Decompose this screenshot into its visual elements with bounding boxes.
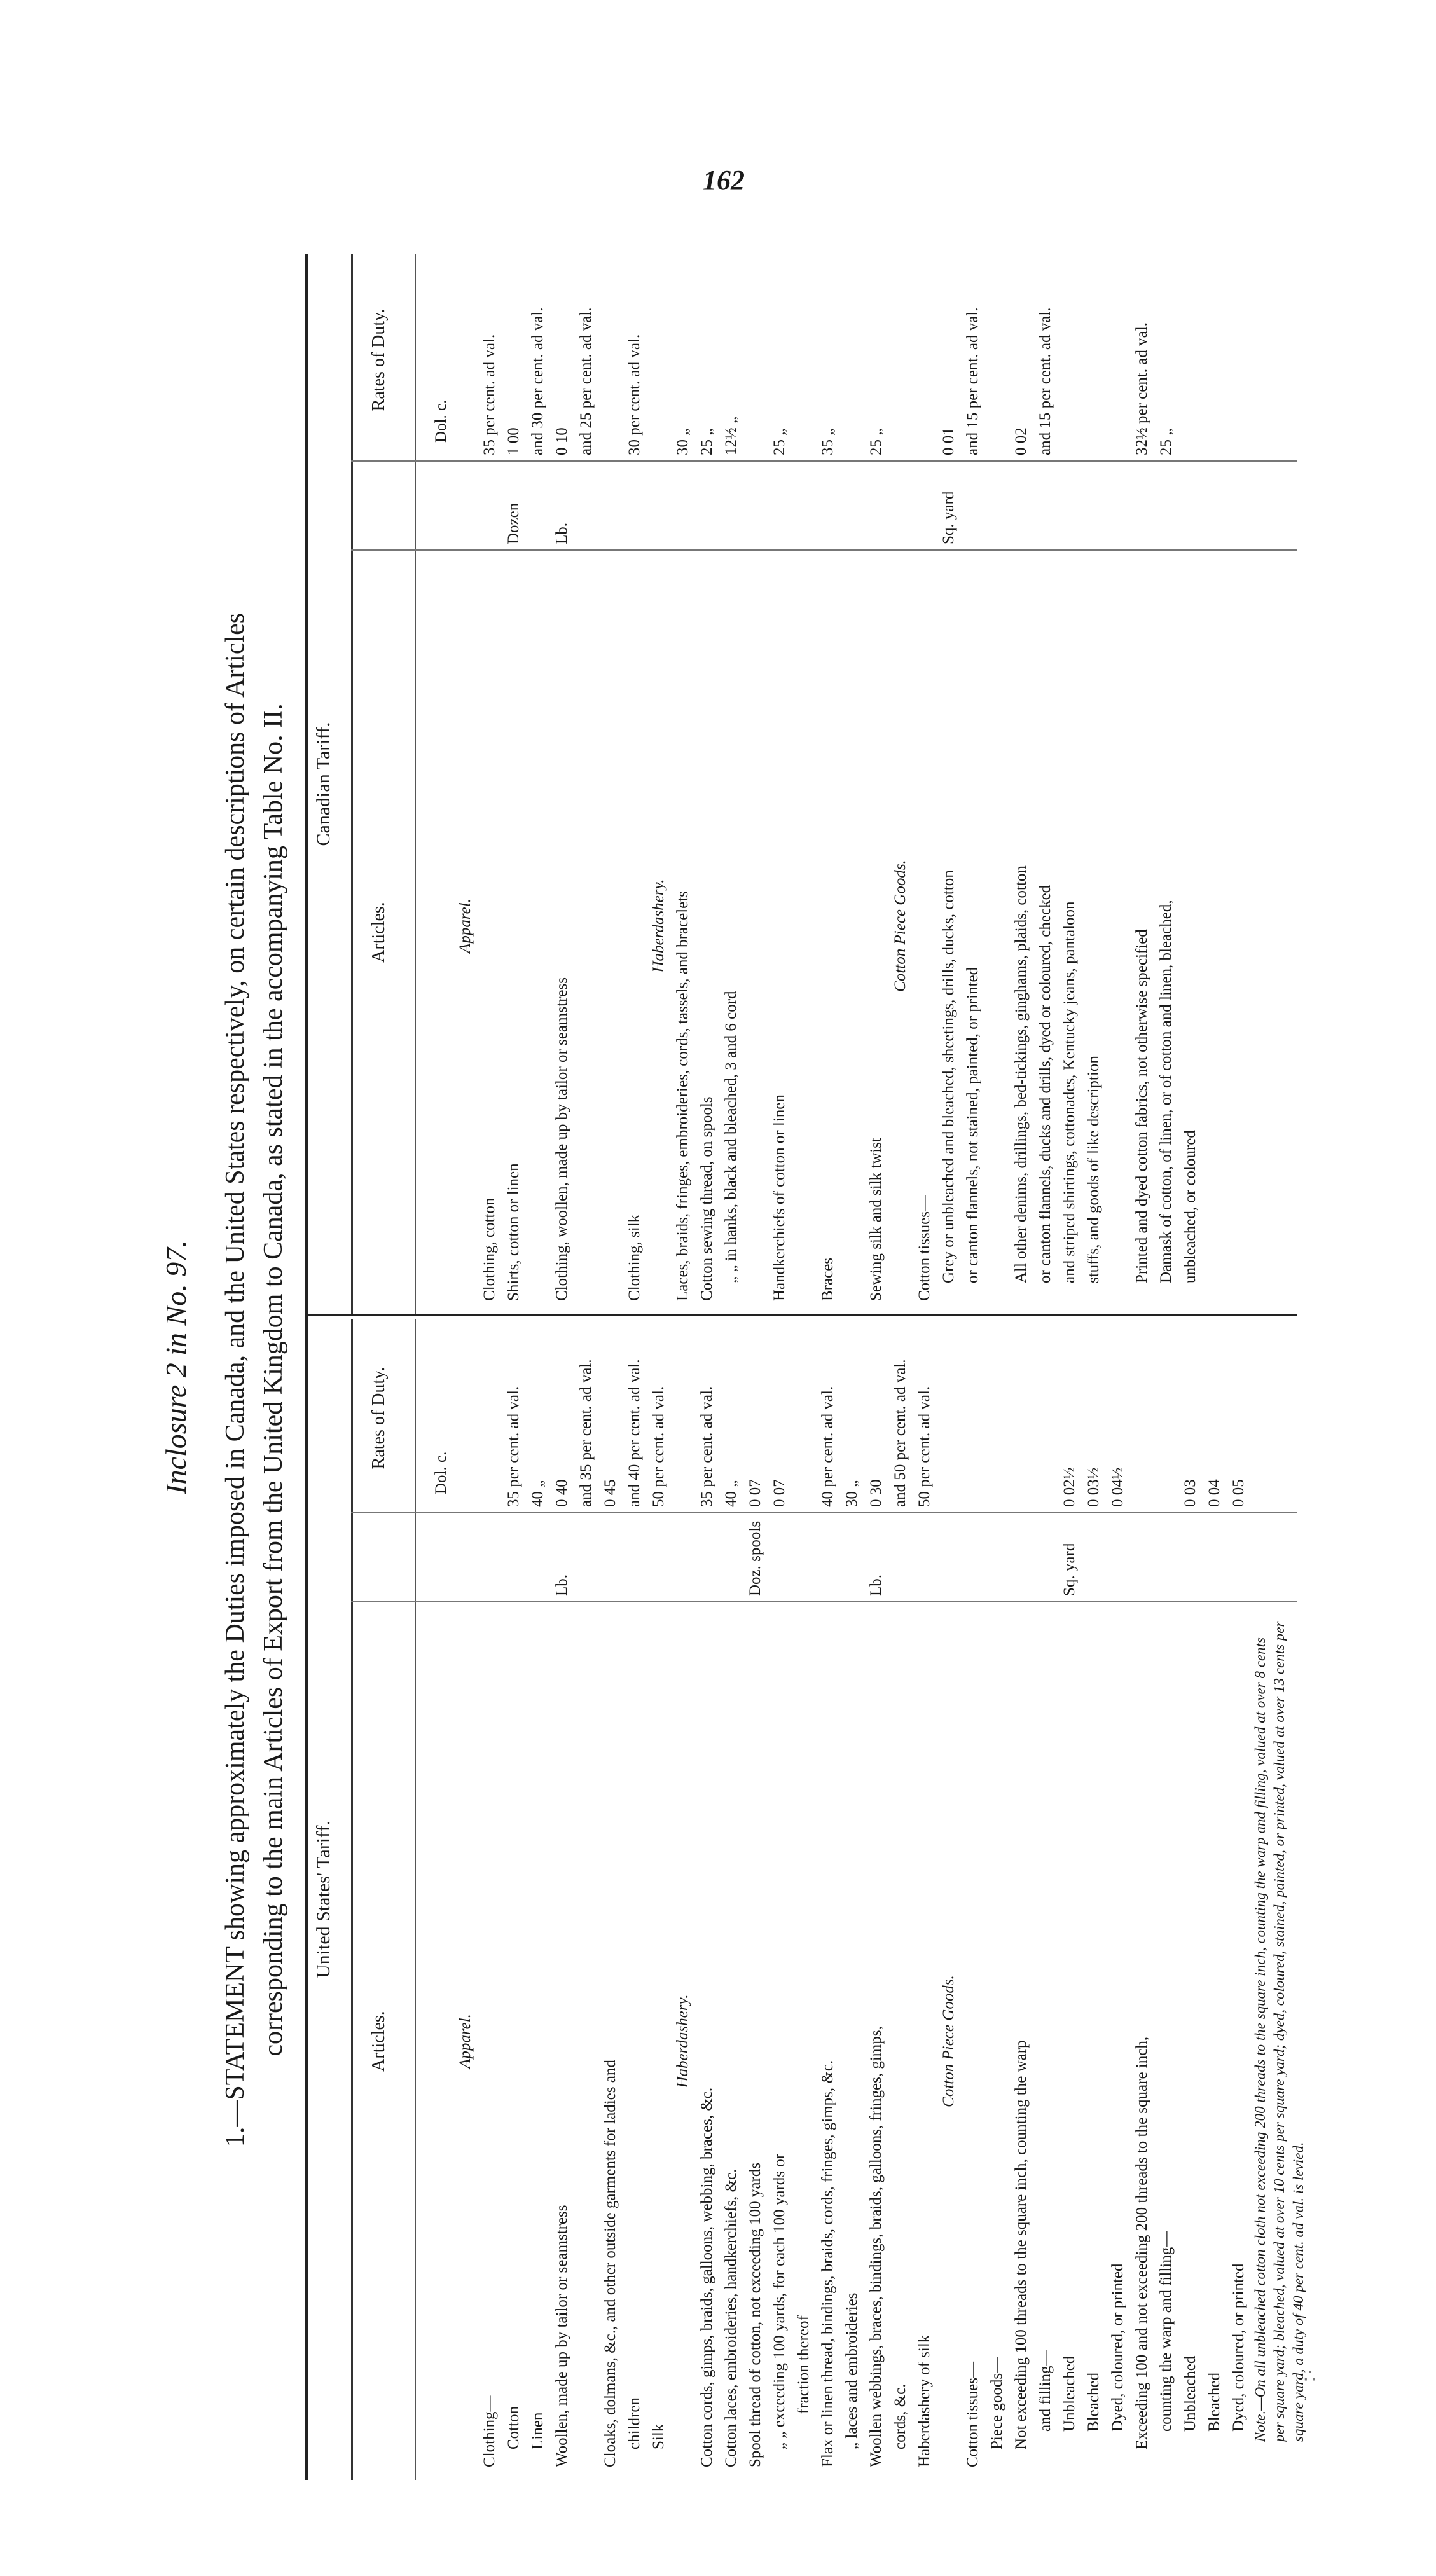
us-article-0 — [429, 1615, 453, 2467]
ca-unit-31 — [1178, 468, 1203, 544]
us-article-27: Bleached — [1085, 2372, 1102, 2432]
ca-article-5: Clothing, woollen, made up by tailor or seamstress — [553, 977, 570, 1301]
ca-unit-22 — [961, 468, 985, 544]
margin-mark: ∴ — [1304, 2366, 1316, 2387]
ca-rate-1 — [453, 265, 478, 455]
us-rate-33: 0 05 — [1230, 1479, 1247, 1507]
ca-rate-28 — [1106, 265, 1130, 455]
ca-rate-12: 12½ „ — [722, 416, 740, 455]
ca-rate-16: 35 „ — [819, 428, 836, 455]
us-rate-13: 0 07 — [747, 1479, 764, 1507]
us-unit-15 — [792, 1520, 816, 1596]
us-unit-divider — [351, 1601, 1297, 1602]
ca-article-0 — [429, 551, 453, 1301]
ca-rate-24: 0 02 — [1012, 427, 1030, 455]
ca-article-8: Clothing, silk — [626, 1214, 643, 1301]
ca-article-17 — [840, 551, 864, 1301]
ca-unit-17 — [840, 468, 864, 544]
ca-article-20: Cotton tissues— — [916, 1195, 933, 1301]
ca-rate-7 — [598, 265, 623, 455]
ca-article-19: Cotton Piece Goods. — [892, 860, 909, 992]
us-rate-divider — [351, 1512, 1297, 1513]
us-rate-31: 0 03 — [1182, 1479, 1199, 1507]
us-rate-14: 0 07 — [771, 1479, 788, 1507]
us-article-9: Silk — [650, 2423, 667, 2449]
statement-title-line-1: 1.—STATEMENT showing approximately the Duties imposed in Canada, and the United States respectively, on certain descriptions of Articles — [221, 612, 250, 2147]
ca-unit-6 — [574, 468, 598, 544]
us-rate-27: 0 03½ — [1085, 1467, 1102, 1507]
us-article-32: Bleached — [1206, 2372, 1223, 2432]
ca-rate-17 — [840, 265, 864, 455]
us-article-15: fraction thereof — [795, 2315, 812, 2414]
us-article-28: Dyed, coloured, or printed — [1109, 2263, 1126, 2432]
ca-rate-11: 25 „ — [698, 428, 715, 455]
ca-article-1: Apparel. — [457, 899, 474, 953]
us-article-23: Piece goods— — [988, 2357, 1005, 2449]
us-rate-23 — [985, 1323, 1009, 1507]
us-articles-column — [429, 1615, 1308, 2467]
ca-unit-13 — [743, 468, 768, 544]
us-article-21: Cotton Piece Goods. — [940, 1975, 957, 2107]
ca-unit-5: Lb. — [553, 522, 570, 544]
us-rate-10 — [671, 1323, 695, 1507]
ca-rate-3: 1 00 — [505, 427, 522, 455]
us-unit-29 — [1130, 1520, 1154, 1596]
us-unit-column — [429, 1520, 1251, 1596]
ca-article-14: Handkerchiefs of cotton or linen — [771, 1094, 788, 1301]
ca-article-10: Laces, braids, fringes, embroideries, cords, tassels, and bracelets — [674, 891, 691, 1301]
us-heading-rule — [351, 1319, 353, 2480]
us-unit-10 — [671, 1520, 695, 1596]
ca-rates-header: Rates of Duty. — [369, 308, 389, 411]
us-note: Note.—On all unbleached cotton cloth not exceeding 200 threads to the square inch, counting the warp and filling, valued at over 8 cents per square yard; bleached, valued at over 10 cents per square yard; dyed, coloured, stained, painted, or printed, valued at over 13 cents per square yard, a duty of 40 per cent. ad val. is levied. — [1252, 1621, 1306, 2442]
ca-rate-19 — [888, 265, 913, 455]
us-rate-19: and 50 per cent. ad val. — [892, 1359, 909, 1507]
ca-rate-27 — [1082, 265, 1106, 455]
ca-rate-4: and 30 per cent. ad val. — [529, 307, 546, 455]
ca-unit-25 — [1033, 468, 1058, 544]
canadian-tariff-heading: Canadian Tariff. — [313, 722, 334, 846]
ca-heading-rule — [351, 254, 353, 1314]
ca-unit-10 — [671, 468, 695, 544]
us-unit-33 — [1227, 1520, 1251, 1596]
ca-rate-6: and 25 per cent. ad val. — [577, 307, 595, 455]
ca-unit-column — [429, 468, 1203, 544]
ca-rate-divider — [351, 460, 1297, 462]
page-number: 162 — [703, 165, 745, 196]
ca-rate-18: 25 „ — [867, 428, 885, 455]
ca-unit-7 — [598, 468, 623, 544]
us-rate-21 — [937, 1323, 961, 1507]
us-unit-16 — [816, 1520, 840, 1596]
us-unit-6 — [574, 1520, 598, 1596]
ca-article-13 — [743, 551, 768, 1301]
ca-unit-27 — [1082, 468, 1106, 544]
us-rate-7: 0 45 — [602, 1479, 619, 1507]
us-article-18: Woollen webbings, braces, bindings, braids, galloons, fringes, gimps, — [867, 2026, 885, 2467]
ca-unit-21: Sq. yard — [940, 491, 957, 544]
us-unit-1 — [453, 1520, 478, 1596]
statement-title — [216, 305, 293, 2455]
us-unit-2 — [478, 1520, 502, 1596]
statement-title-line-2: corresponding to the main Articles of Export from the United Kingdom to Canada, as stated in the accompanying Table No. II. — [259, 703, 288, 2056]
us-rate-17: 30 „ — [843, 1480, 860, 1507]
us-article-16: Flax or linen thread, bindings, braids, cords, fringes, gimps, &c. — [819, 2060, 836, 2467]
us-article-11: Cotton cords, gimps, braids, galloons, webbing, braces, &c. — [698, 2087, 715, 2467]
ca-articles-column — [429, 551, 1203, 1301]
ca-unit-8 — [623, 468, 647, 544]
us-rate-3: 35 per cent. ad val. — [505, 1386, 522, 1507]
ca-unit-1 — [453, 468, 478, 544]
ca-rate-29: 32½ per cent. ad val. — [1133, 322, 1150, 455]
us-article-3: Cotton — [505, 2406, 522, 2449]
ca-unit-30 — [1154, 468, 1178, 544]
duties-table — [305, 254, 1306, 2480]
ca-article-9: Haberdashery. — [650, 879, 667, 973]
ca-unit-29 — [1130, 468, 1154, 544]
us-article-1: Apparel. — [457, 2014, 474, 2069]
ca-article-16: Braces — [819, 1257, 836, 1301]
ca-article-30: Damask of cotton, of linen, or of cotton and linen, bleached, — [1157, 900, 1175, 1283]
us-article-8: children — [626, 2397, 643, 2449]
us-rate-0: Dol. c. — [432, 1451, 450, 1494]
ca-unit-19 — [888, 468, 913, 544]
ca-rate-2: 35 per cent. ad val. — [481, 334, 498, 455]
ca-rate-25: and 15 per cent. ad val. — [1037, 307, 1054, 455]
us-article-14: „ „ exceeding 100 yards, for each 100 yards or — [771, 2153, 788, 2449]
ca-rate-8: 30 per cent. ad val. — [626, 334, 643, 455]
us-rate-2 — [478, 1323, 502, 1507]
us-rate-22 — [961, 1323, 985, 1507]
us-unit-0 — [429, 1520, 453, 1596]
ca-column-rule — [415, 254, 416, 1314]
us-unit-22 — [961, 1520, 985, 1596]
us-unit-32 — [1203, 1520, 1227, 1596]
us-article-13: Spool thread of cotton, not exceeding 100 yards — [747, 2162, 764, 2467]
ca-unit-23 — [985, 468, 1009, 544]
us-rate-29 — [1130, 1323, 1154, 1507]
us-unit-3 — [502, 1520, 526, 1596]
ca-article-31: unbleached, or coloured — [1182, 1130, 1199, 1283]
us-article-33: Dyed, coloured, or printed — [1230, 2263, 1247, 2432]
ca-articles-header: Articles. — [369, 902, 389, 963]
us-rate-32: 0 04 — [1206, 1479, 1223, 1507]
us-rate-8: and 40 per cent. ad val. — [626, 1359, 643, 1507]
ca-unit-20 — [913, 468, 937, 544]
ca-article-21: Grey or unbleached and bleached, sheetings, drills, ducks, cotton — [940, 870, 957, 1283]
us-rate-25 — [1033, 1323, 1058, 1507]
ca-article-28 — [1106, 551, 1130, 1301]
us-unit-5: Lb. — [553, 1574, 570, 1596]
us-unit-13: Doz. spools — [747, 1520, 764, 1596]
us-article-19: cords, &c. — [892, 2383, 909, 2449]
us-unit-23 — [985, 1520, 1009, 1596]
us-unit-25 — [1033, 1520, 1058, 1596]
ca-rate-5: 0 10 — [553, 427, 570, 455]
ca-article-22: or canton flannels, not stained, painted, or printed — [964, 967, 981, 1283]
ca-article-25: or canton flannels, ducks and drills, dyed or coloured, checked — [1037, 885, 1054, 1283]
ca-article-27: stuffs, and goods of like description — [1085, 1056, 1102, 1283]
us-article-7: Cloaks, dolmans, &c., and other outside garments for ladies and — [602, 2060, 619, 2467]
ca-unit-4 — [526, 468, 550, 544]
us-unit-12 — [719, 1520, 743, 1596]
ca-rate-22: and 15 per cent. ad val. — [964, 307, 981, 455]
us-unit-27 — [1082, 1520, 1106, 1596]
us-rate-11: 35 per cent. ad val. — [698, 1386, 715, 1507]
us-article-12: Cotton laces, embroideries, handkerchiefs, &c. — [722, 2168, 740, 2467]
us-rate-26: 0 02½ — [1061, 1467, 1078, 1507]
canadian-tariff-section — [305, 254, 1297, 1314]
ca-article-6 — [574, 551, 598, 1301]
ca-article-29: Printed and dyed cotton fabrics, not otherwise specified — [1133, 929, 1150, 1283]
ca-article-24: All other denims, drillings, bed-tickings, ginghams, plaids, cotton — [1012, 865, 1030, 1283]
ca-article-7 — [598, 551, 623, 1301]
ca-rate-26 — [1058, 265, 1082, 455]
ca-unit-3: Dozen — [505, 502, 522, 544]
us-article-24: Not exceeding 100 threads to the square inch, counting the warp — [1012, 2040, 1030, 2449]
us-unit-30 — [1154, 1520, 1178, 1596]
us-unit-9 — [647, 1520, 671, 1596]
tariff-divider — [305, 1314, 1297, 1316]
us-unit-4 — [526, 1520, 550, 1596]
us-article-31: Unbleached — [1182, 2355, 1199, 2432]
us-rate-18: 0 30 — [867, 1479, 885, 1507]
ca-rate-14: 25 „ — [771, 428, 788, 455]
ca-rate-13 — [743, 265, 768, 455]
us-rate-12: 40 „ — [722, 1480, 740, 1507]
ca-rate-15 — [792, 265, 816, 455]
ca-unit-26 — [1058, 468, 1082, 544]
us-unit-21 — [937, 1520, 961, 1596]
us-unit-18: Lb. — [867, 1574, 885, 1596]
us-unit-8 — [623, 1520, 647, 1596]
us-unit-11 — [695, 1520, 719, 1596]
ca-unit-28 — [1106, 468, 1130, 544]
ca-article-26: and striped shirtings, cottonades, Kentucky jeans, pantaloon — [1061, 901, 1078, 1283]
us-unit-7 — [598, 1520, 623, 1596]
ca-article-2: Clothing, cotton — [481, 1197, 498, 1301]
us-rate-6: and 35 per cent. ad val. — [577, 1359, 595, 1507]
us-rate-16: 40 per cent. ad val. — [819, 1386, 836, 1507]
ca-rate-0: Dol. c. — [432, 399, 450, 443]
ca-unit-11 — [695, 468, 719, 544]
ca-rate-30: 25 „ — [1157, 428, 1175, 455]
ca-rate-10: 30 „ — [674, 428, 691, 455]
us-article-4: Linen — [529, 2412, 546, 2449]
us-article-6 — [574, 1615, 598, 2467]
us-tariff-heading: United States' Tariff. — [313, 1821, 334, 1978]
ca-article-15 — [792, 551, 816, 1301]
us-unit-28 — [1106, 1520, 1130, 1596]
us-rate-4: 40 „ — [529, 1480, 546, 1507]
us-article-2: Clothing— — [481, 2395, 498, 2467]
ca-rate-9 — [647, 265, 671, 455]
us-article-20: Haberdashery of silk — [916, 2334, 933, 2467]
ca-article-18: Sewing silk and silk twist — [867, 1138, 885, 1301]
us-article-30: counting the warp and filling— — [1157, 2231, 1175, 2432]
us-tariff-section — [305, 1319, 1306, 2480]
us-article-22: Cotton tissues— — [964, 2362, 981, 2467]
us-rate-20: 50 per cent. ad val. — [916, 1386, 933, 1507]
us-unit-24 — [1009, 1520, 1033, 1596]
ca-unit-18 — [864, 468, 888, 544]
ca-article-11: Cotton sewing thread, on spools — [698, 1096, 715, 1301]
us-rate-30 — [1154, 1323, 1178, 1507]
us-rate-28: 0 04½ — [1109, 1467, 1126, 1507]
us-rates-header: Rates of Duty. — [369, 1367, 389, 1470]
us-rates-column — [429, 1323, 1251, 1507]
ca-article-4 — [526, 551, 550, 1301]
us-rate-9: 50 per cent. ad val. — [650, 1386, 667, 1507]
us-unit-17 — [840, 1520, 864, 1596]
ca-unit-12 — [719, 468, 743, 544]
us-rate-24 — [1009, 1323, 1033, 1507]
us-article-25: and filling— — [1037, 2350, 1054, 2432]
us-article-17: „ laces and embroideries — [843, 2292, 860, 2449]
us-article-5: Woollen, made up by tailor or seamstress — [553, 2205, 570, 2467]
us-column-rule — [415, 1319, 416, 2480]
ca-unit-16 — [816, 468, 840, 544]
us-article-29: Exceeding 100 and not exceeding 200 threads to the square inch, — [1133, 2036, 1150, 2449]
us-unit-31 — [1178, 1520, 1203, 1596]
rotated-page — [146, 254, 1323, 2480]
us-article-10: Haberdashery. — [674, 1994, 691, 2088]
ca-unit-14 — [768, 468, 792, 544]
ca-rate-20 — [913, 265, 937, 455]
us-rate-5: 0 40 — [553, 1479, 570, 1507]
ca-rate-21: 0 01 — [940, 427, 957, 455]
ca-article-3: Shirts, cotton or linen — [505, 1163, 522, 1301]
ca-article-12: „ „ in hanks, black and bleached, 3 and 6 cord — [722, 991, 740, 1283]
ca-rates-column — [429, 265, 1203, 455]
ca-rate-31 — [1178, 265, 1203, 455]
us-unit-26: Sq. yard — [1061, 1543, 1078, 1596]
ca-unit-2 — [478, 468, 502, 544]
us-unit-20 — [913, 1520, 937, 1596]
us-rate-1 — [453, 1323, 478, 1507]
ca-unit-24 — [1009, 468, 1033, 544]
inclosure-heading: Inclosure 2 in No. 97. — [160, 1240, 192, 1494]
ca-unit-9 — [647, 468, 671, 544]
ca-rate-23 — [985, 265, 1009, 455]
ca-unit-15 — [792, 468, 816, 544]
us-articles-header: Articles. — [369, 2011, 389, 2072]
us-unit-19 — [888, 1520, 913, 1596]
us-article-26: Unbleached — [1061, 2355, 1078, 2432]
ca-unit-0 — [429, 468, 453, 544]
us-unit-14 — [768, 1520, 792, 1596]
ca-article-23 — [985, 551, 1009, 1301]
us-rate-15 — [792, 1323, 816, 1507]
